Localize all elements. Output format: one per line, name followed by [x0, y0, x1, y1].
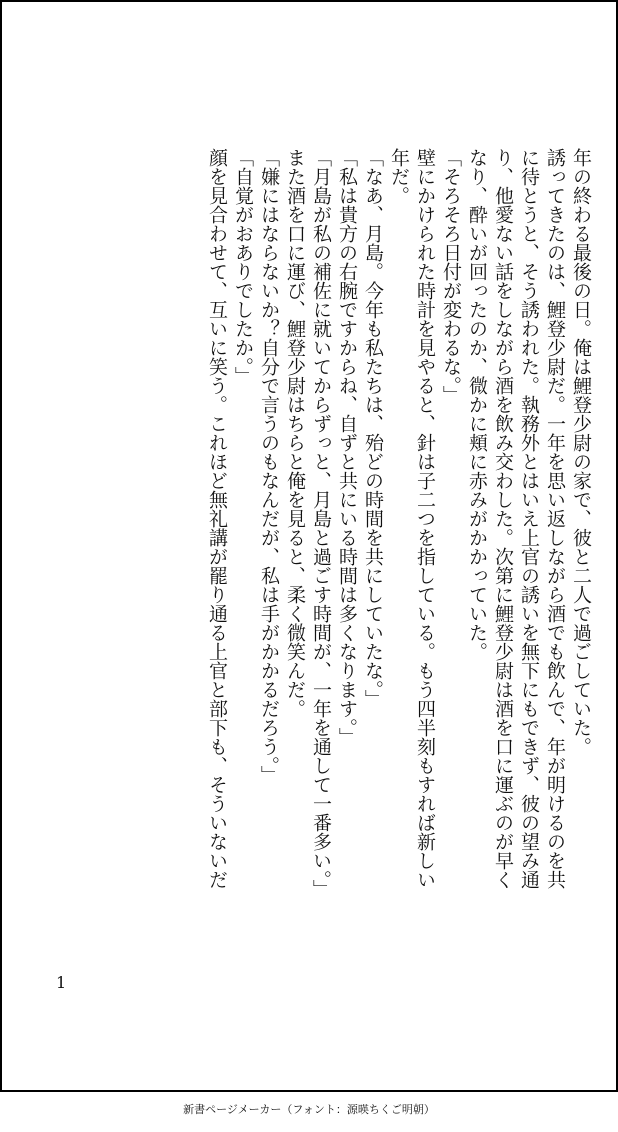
text-line: 「嫌にはならないか？自分で言うのもなんだが、私は手がかかるだろう。」: [258, 148, 280, 785]
text-line: 「そろそろ日付が変わるな。」: [440, 148, 462, 405]
text-line: なり、酔いが回ったのか、微かに頬に赤みがかかっていた。: [466, 148, 488, 661]
text-line: 壁にかけられた時計を見やると、針は子二つを指している。もう四半刻もすれば新しい: [414, 148, 436, 889]
text-line: 「自覚がおありでしたか。」: [232, 148, 254, 386]
text-line: 年の終わる最後の日。俺は鯉登少尉の家で、彼と二人で過ごしていた。: [570, 148, 592, 756]
text-line: 「なあ、月島。今年も私たちは、殆どの時間を共にしていたな。」: [362, 148, 384, 709]
text-line: 誘ってきたのは、鯉登少尉だ。一年を思い返しながら酒でも飲んで、年が明けるのを共: [544, 148, 566, 889]
text-line: 年だ。: [388, 148, 410, 205]
vertical-text-body: [14, 148, 594, 928]
text-line: 顔を見合わせて、互いに笑う。これほど無礼講が罷り通る上官と部下も、そういないだ: [206, 148, 228, 889]
text-line: 「私は貴方の右腕ですからね、自ずと共にいる時間は多くなります。」: [336, 148, 358, 747]
footer-credit: 新書ページメーカー（フォント：源暎ちくご明朝）: [183, 1103, 435, 1116]
text-line: また酒を口に運び、鯉登少尉はちらと俺を見ると、柔く微笑んだ。: [284, 148, 306, 718]
text-line: り、他愛ない話をしながら酒を飲み交わした。次第に鯉登少尉は酒を口に運ぶのが早く: [492, 148, 514, 889]
text-line: 「月島が私の補佐に就いてからずっと、月島と過ごす時間が、一年を通して一番多い。」: [310, 148, 332, 899]
page-number: 1: [56, 973, 67, 992]
text-line: に待とうと、そう誘われた。執務外とはいえ上官の誘いを無下にもできず、彼の望み通: [518, 148, 540, 889]
